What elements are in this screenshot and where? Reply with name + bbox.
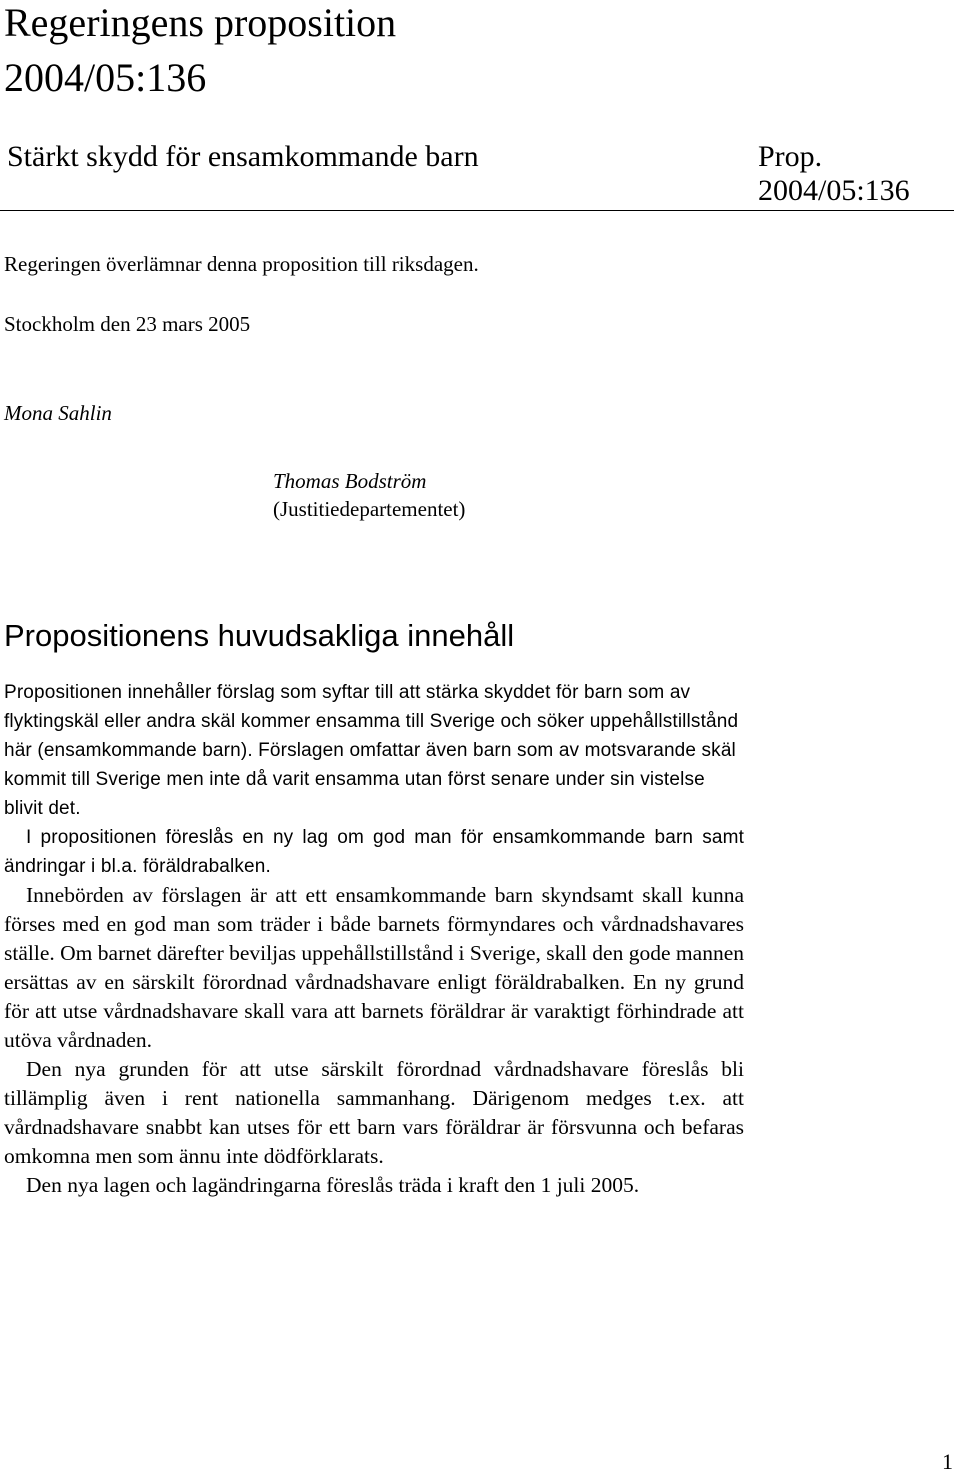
summary-paragraph: I propositionen föreslås en ny lag om god man för ensamkommande barn samt ändringar i bl.a. föräldrabalken. [4,827,744,877]
summary-heading: Propositionens huvudsakliga innehåll [4,618,515,653]
date-line: Stockholm den 23 mars 2005 [4,312,251,336]
prop-number: 2004/05:136 [758,174,910,207]
document-number-title: 2004/05:136 [4,55,207,100]
page-number: 1 [942,1449,953,1474]
signer-signature: Thomas Bodström [273,469,427,493]
handover-text: Regeringen överlämnar denna proposition till riksdagen. [4,252,479,276]
department-name: (Justitiedepartementet) [273,497,466,521]
header-rule [0,210,954,211]
summary-body [4,678,744,1200]
minister-signature: Mona Sahlin [4,401,112,425]
summary-paragraph: Innebörden av förslagen är att ett ensamkommande barn skyndsamt skall kunna förses med en god man som träder i både barnets förmyndares och vårdnadshavares ställe. Om barnet därefter beviljas uppehållstillstånd i Sverige, skall den gode mannen ersättas av en särskilt förordnad vårdnadshavare enligt föräldrabalken. En ny grund för att utse vårdnadshavare skall vara att barnets föräldrar är varaktigt förhindrade att utöva vårdnaden. [4,883,744,1052]
summary-paragraph: Propositionen innehåller förslag som syftar till att stärka skyddet för barn som av flyktingskäl eller andra skäl kommer ensamma till Sverige och söker uppehållstillstånd här (ensamkommande barn). Förslagen omfattar även barn som av motsvarande skäl kommit till Sverige men inte då varit ensamma utan först senare under sin vistelse blivit det. [4,682,739,819]
prop-label: Prop. [758,140,823,173]
document-title: Regeringens proposition [4,0,397,45]
summary-paragraph: Den nya lagen och lagändringarna föreslås träda i kraft den 1 juli 2005. [26,1173,640,1197]
document-subtitle: Stärkt skydd för ensamkommande barn [7,140,479,173]
summary-paragraph: Den nya grunden för att utse särskilt förordnad vårdnadshavare föreslås bli tillämplig även i rent nationella sammanhang. Därigenom medges t.ex. att vårdnadshavare snabbt kan utses för ett barn vars föräldrar är försvunna och befaras omkomna men som ännu inte dödförklarats. [4,1057,744,1168]
